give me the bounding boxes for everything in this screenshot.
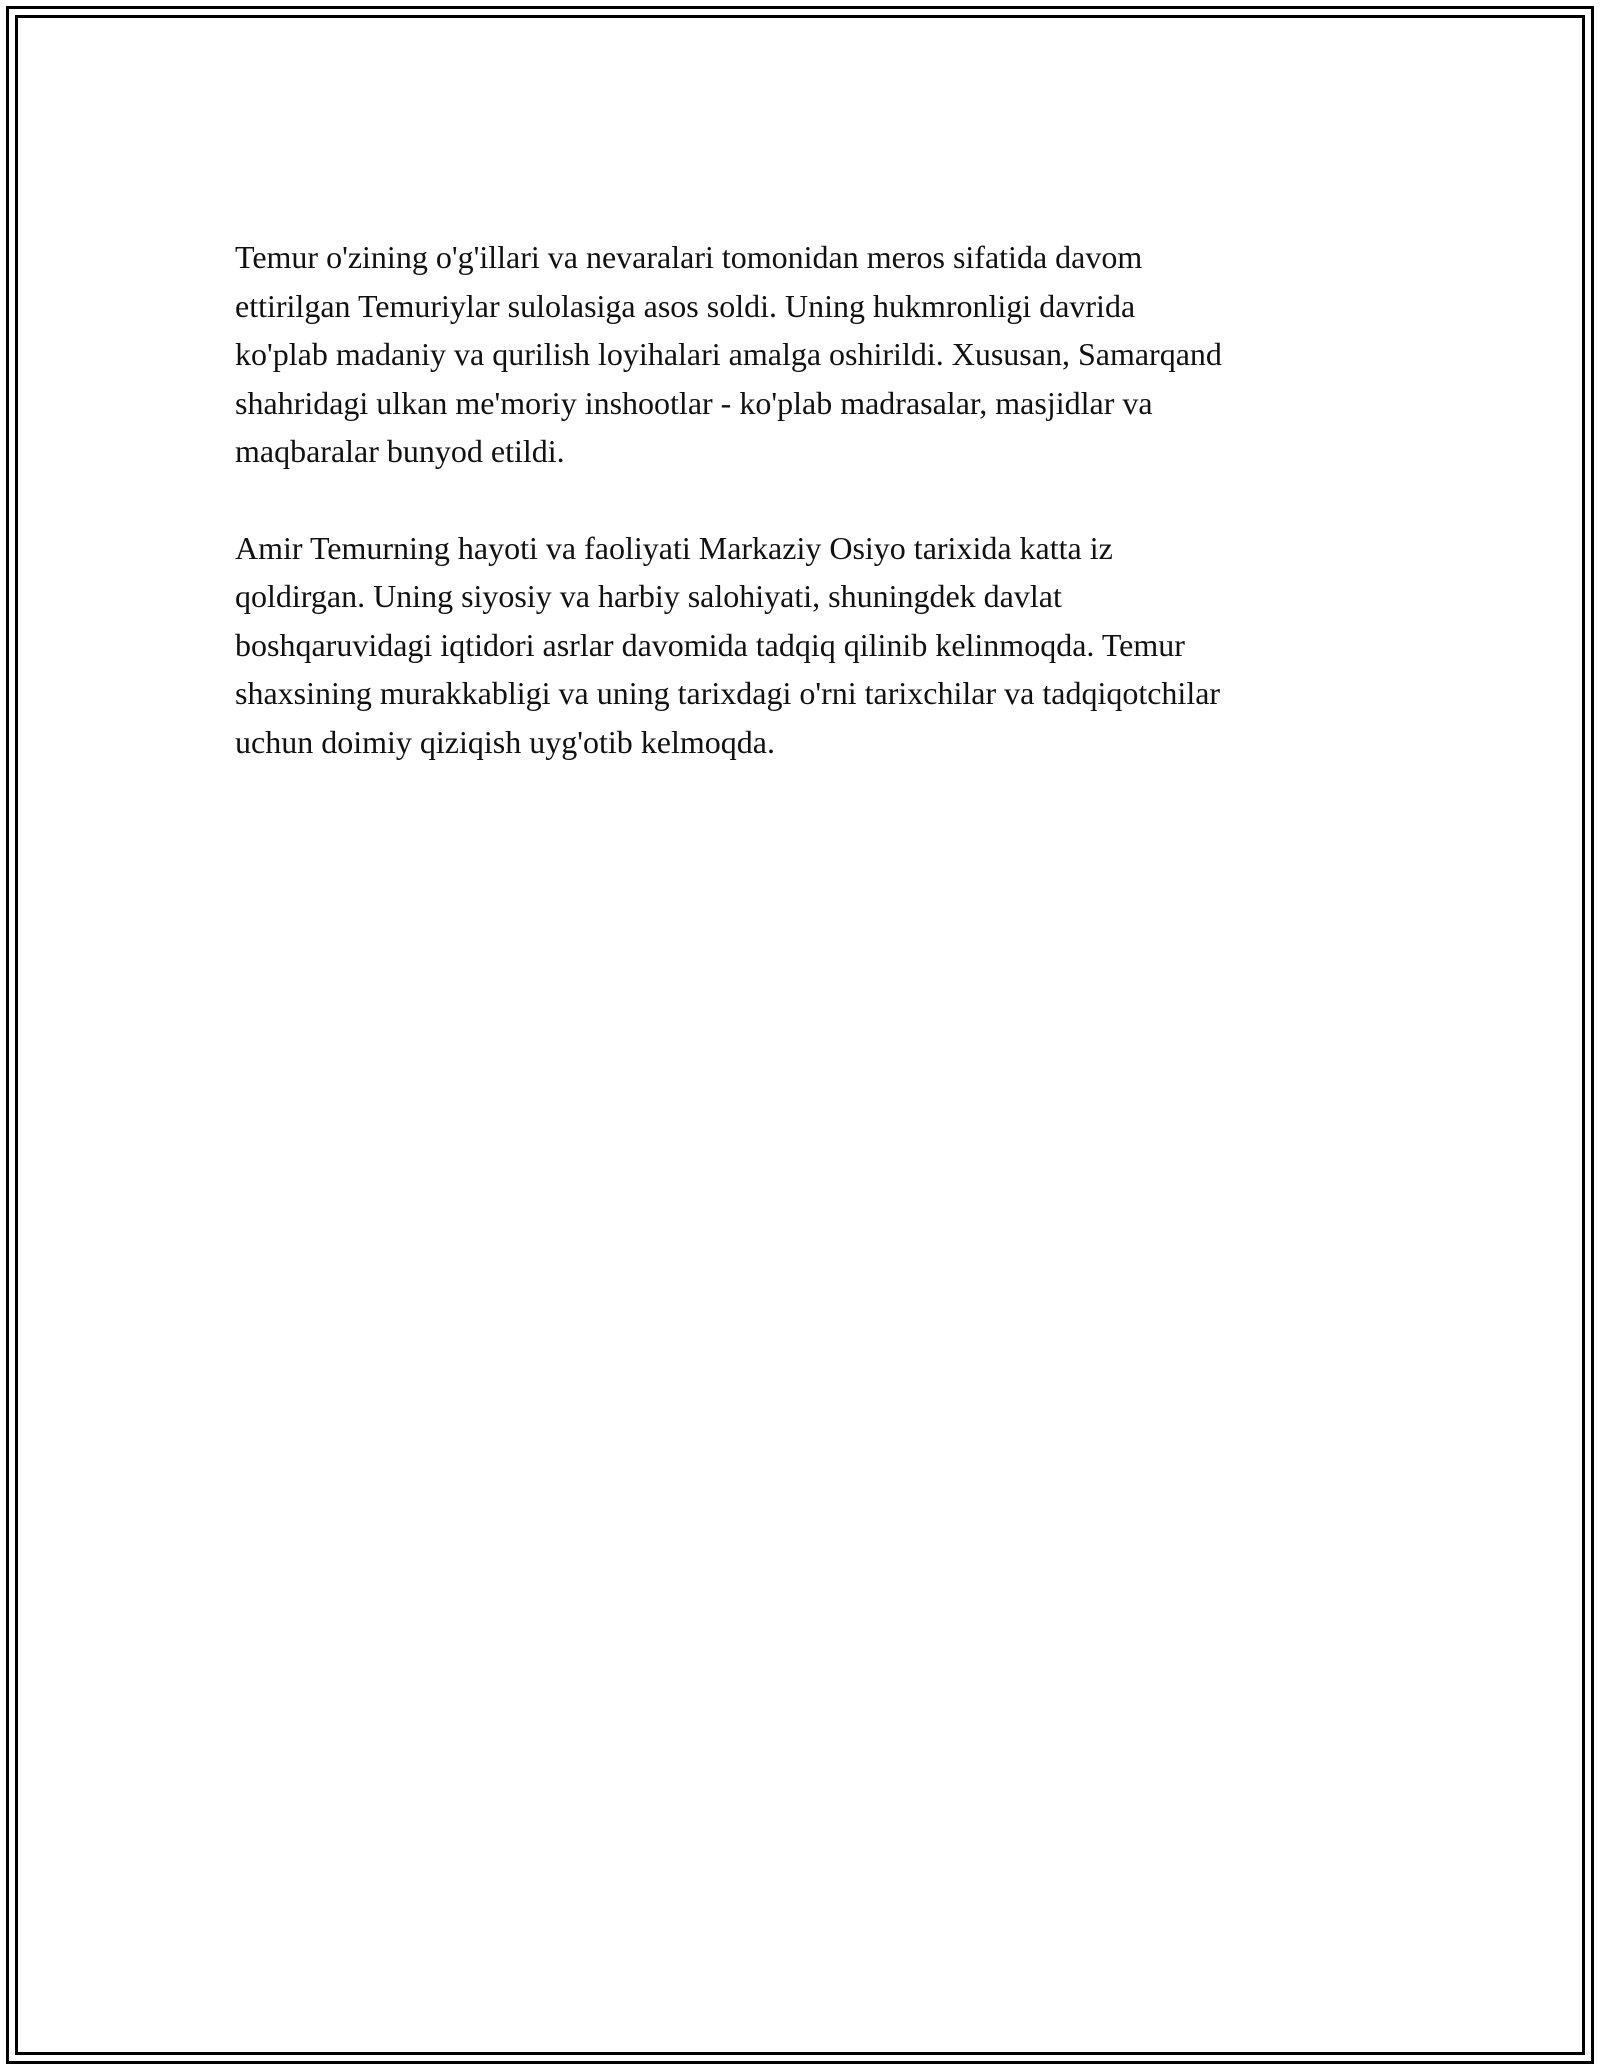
paragraph-line: uchun doimiy qiziqish uyg'otib kelmoqda.	[235, 723, 775, 760]
paragraph-line: shahridagi ulkan me'moriy inshootlar - ko'plab madrasalar, masjidlar va	[235, 384, 1153, 421]
paragraph-line: ko'plab madaniy va qurilish loyihalari amalga oshirildi. Xususan, Samarqand	[235, 336, 1222, 372]
paragraph-2	[235, 524, 1395, 767]
paragraph-line: ettirilgan Temuriylar sulolasiga asos soldi. Uning hukmronligi davrida	[235, 287, 1136, 324]
paragraph-line: Amir Temurning hayoti va faoliyati Markaziy Osiyo tarixida katta iz	[235, 529, 1113, 566]
paragraph-line: shaxsining murakkabligi va uning tarixdagi o'rni tarixchilar va tadqiqotchilar	[235, 675, 1221, 711]
paragraph-line: maqbaralar bunyod etildi.	[235, 433, 565, 469]
paragraph-line: Temur o'zining o'g'illari va nevaralari tomonidan meros sifatida davom	[235, 239, 1143, 275]
document-body	[235, 233, 1395, 814]
paragraph-line: boshqaruvidagi iqtidori asrlar davomida tadqiq qilinib kelinmoqda. Temur	[235, 626, 1185, 663]
paragraph-line: qoldirgan. Uning siyosiy va harbiy salohiyati, shuningdek davlat	[235, 578, 1062, 614]
paragraph-1	[235, 233, 1395, 476]
